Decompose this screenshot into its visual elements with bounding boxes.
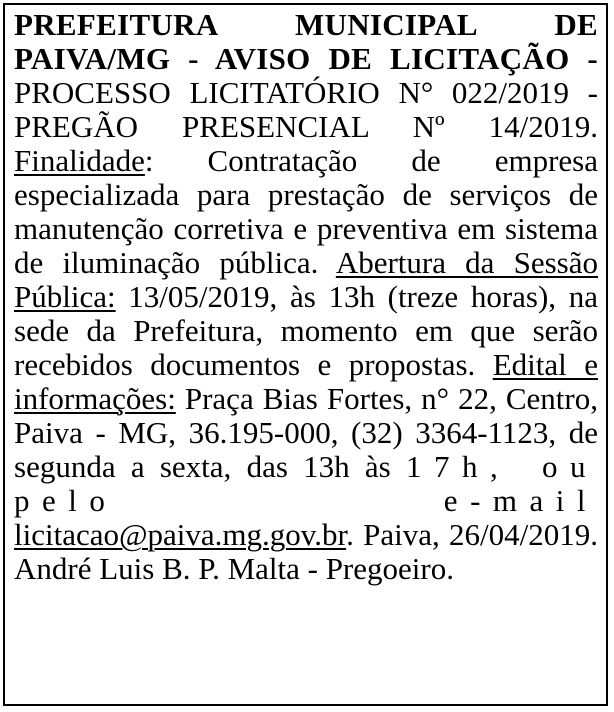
notice-body: [14, 8, 598, 586]
closing-text: . Paiva, 26/04/2019. André Luis B. P. Malta - Pregoeiro.: [14, 517, 598, 586]
opening-label: Abertura da Sessão Pública:: [14, 245, 599, 314]
info-text: Praça Bias Fortes, n° 22, Centro, Paiva - MG, 36.195-000, (32) 3364-1123, de segunda a sexta, das 13h às: [14, 381, 598, 484]
purpose-label: Finalidade: [14, 143, 145, 178]
info-text-hours-email: 17h, ou pelo e-mail: [14, 449, 599, 518]
info-label: Edital e informações:: [14, 347, 598, 416]
opening-text: 13/05/2019, às 13h (treze horas), na sede da Prefeitura, momento em que serão recebidos documentos e propostas.: [14, 279, 598, 382]
bidding-notice: [14, 8, 598, 586]
notice-title: PREFEITURA MUNICIPAL DE PAIVA/MG - AVISO DE LICITAÇÃO -: [14, 7, 598, 76]
process-number: PROCESSO LICITATÓRIO N° 022/2019 - PREGÃO PRESENCIAL Nº 14/2019.: [14, 75, 598, 144]
email-link[interactable]: licitacao@paiva.mg.gov.br: [14, 517, 347, 552]
purpose-text: : Contratação de empresa especializada para prestação de serviços de manutenção corretiva e preventiva em sistema de iluminação pública.: [14, 143, 598, 280]
